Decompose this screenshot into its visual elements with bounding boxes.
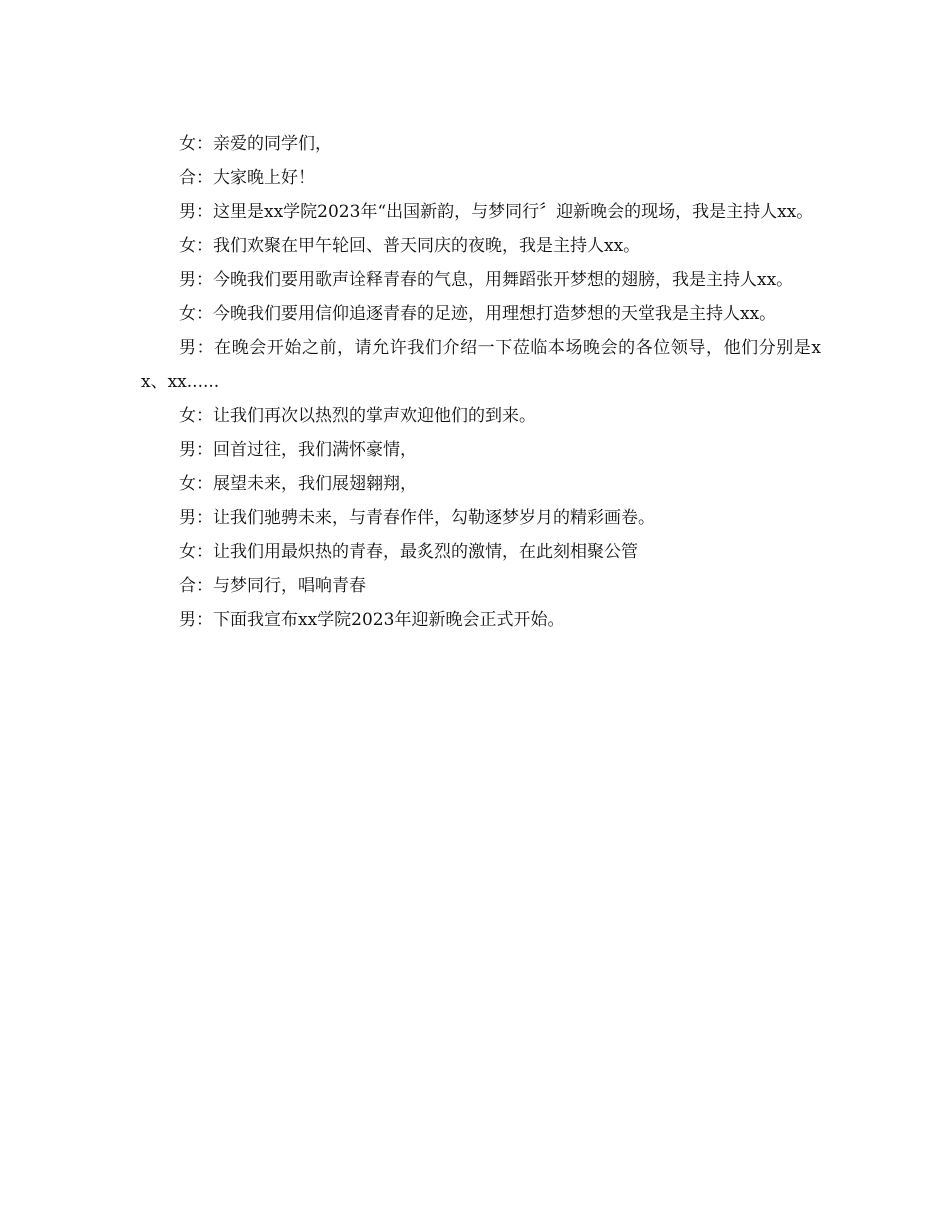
dialogue-line: 男：这里是xx学院2023年“出国新韵，与梦同行〞迎新晚会的现场，我是主持人xx。 (179, 202, 814, 222)
dialogue-line: 女：展望未来，我们展翅翱翔， (179, 474, 417, 494)
dialogue-line: 女：我们欢聚在甲午轮回、普天同庆的夜晚，我是主持人xx。 (179, 236, 641, 256)
dialogue-line: 合：与梦同行，唱响青春 (179, 576, 366, 596)
dialogue-line: 男：让我们驰骋未来，与青春作伴，勾勒逐梦岁月的精彩画卷。 (179, 508, 655, 528)
dialogue-line: 女：今晚我们要用信仰追逐青春的足迹，用理想打造梦想的天堂我是主持人xx。 (179, 304, 777, 324)
dialogue-line: 男：在晚会开始之前，请允许我们介绍一下莅临本场晚会的各位领导，他们分别是xx、xx...... (141, 338, 821, 392)
dialogue-line: 女：让我们用最炽热的青春，最炙烈的激情，在此刻相聚公管 (179, 542, 638, 562)
dialogue-line: 男：回首过往，我们满怀豪情， (179, 440, 417, 460)
dialogue-line: 男：今晚我们要用歌声诠释青春的气息，用舞蹈张开梦想的翅膀，我是主持人xx。 (179, 270, 794, 290)
script-body (141, 127, 821, 637)
dialogue-line: 男：下面我宣布xx学院2023年迎新晚会正式开始。 (179, 610, 565, 630)
dialogue-line: 女：亲爱的同学们， (179, 134, 332, 154)
dialogue-line: 合：大家晚上好！ (179, 168, 315, 188)
dialogue-line: 女：让我们再次以热烈的掌声欢迎他们的到来。 (179, 406, 536, 426)
